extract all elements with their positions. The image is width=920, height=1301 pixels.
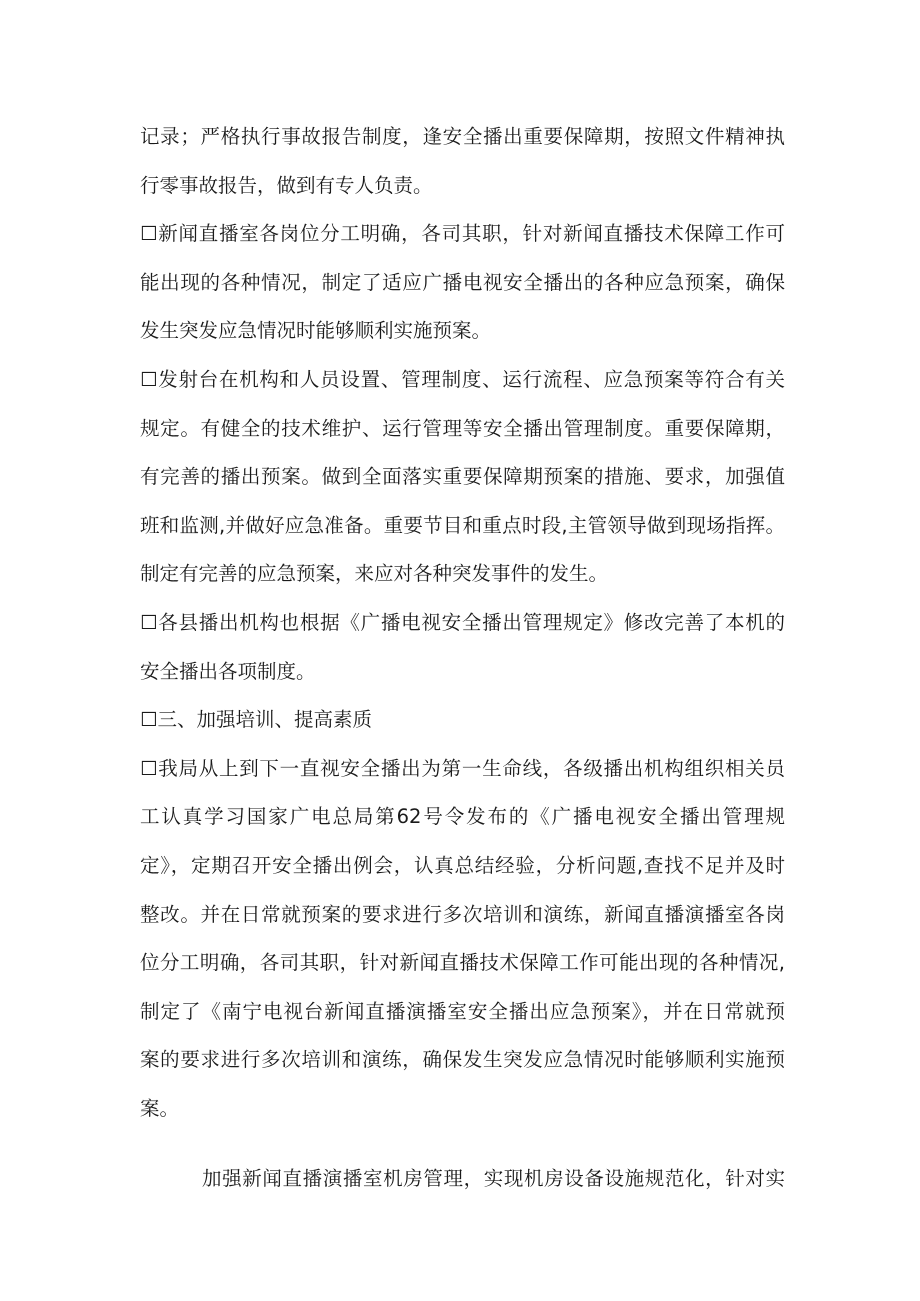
text-line: 能出现的各种情况，制定了适应广播电视安全播出的各种应急预案，确保 — [140, 270, 785, 294]
text-line: 有完善的播出预案。做到全面落实重要保障期预案的措施、要求，加强值 — [140, 465, 785, 489]
text-line: 制定了《南宁电视台新闻直播演播室安全播出应急预案》，并在日常就预 — [140, 999, 785, 1023]
text-line: 安全播出各项制度。 — [140, 659, 316, 683]
text-line: 位分工明确，各司其职，针对新闻直播技术保障工作可能出现的各种情况, — [140, 951, 785, 975]
text-line: 记录；严格执行事故报告制度，逢安全播出重要保障期，按照文件精神执 — [140, 125, 785, 148]
text-line: ☐发射台在机构和人员设置、管理制度、运行流程、应急预案等符合有关 — [140, 367, 785, 391]
text-line: 整改。并在日常就预案的要求进行多次培训和演练，新闻直播演播室各岗 — [140, 902, 785, 926]
text-line: 发生突发应急情况时能够顺利实施预案。 — [140, 319, 492, 343]
text-line: 工认真学习国家广电总局第62号令发布的《广播电视安全播出管理规 — [140, 805, 785, 829]
text-line: ☐新闻直播室各岗位分工明确，各司其职，针对新闻直播技术保障工作可 — [140, 222, 785, 246]
text-line: 制定有完善的应急预案，来应对各种突发事件的发生。 — [140, 562, 609, 586]
text-line: 规定。有健全的技术维护、运行管理等安全播出管理制度。重要保障期， — [140, 416, 785, 440]
text-line: 案。 — [140, 1096, 180, 1120]
text-line: ☐我局从上到下一直视安全播出为第一生命线，各级播出机构组织相关员 — [140, 756, 785, 780]
text-line: ☐各县播出机构也根据《广播电视安全播出管理规定》修改完善了本机的 — [140, 610, 785, 634]
text-line: 行零事故报告，做到有专人负责。 — [140, 173, 433, 197]
text-line: 案的要求进行多次培训和演练，确保发生突发应急情况时能够顺利实施预 — [140, 1048, 785, 1072]
document-body — [140, 113, 785, 1204]
text-line: 班和监测,并做好应急准备。重要节目和重点时段,主管领导做到现场指挥。 — [140, 513, 785, 537]
text-line: 定》，定期召开安全播出例会，认真总结经验，分析问题,查找不足并及时 — [140, 853, 785, 877]
text-line: 加强新闻直播演播室机房管理，实现机房设备设施规范化，针对实 — [202, 1167, 785, 1191]
section-heading: ☐三、加强培训、提高素质 — [140, 708, 372, 732]
